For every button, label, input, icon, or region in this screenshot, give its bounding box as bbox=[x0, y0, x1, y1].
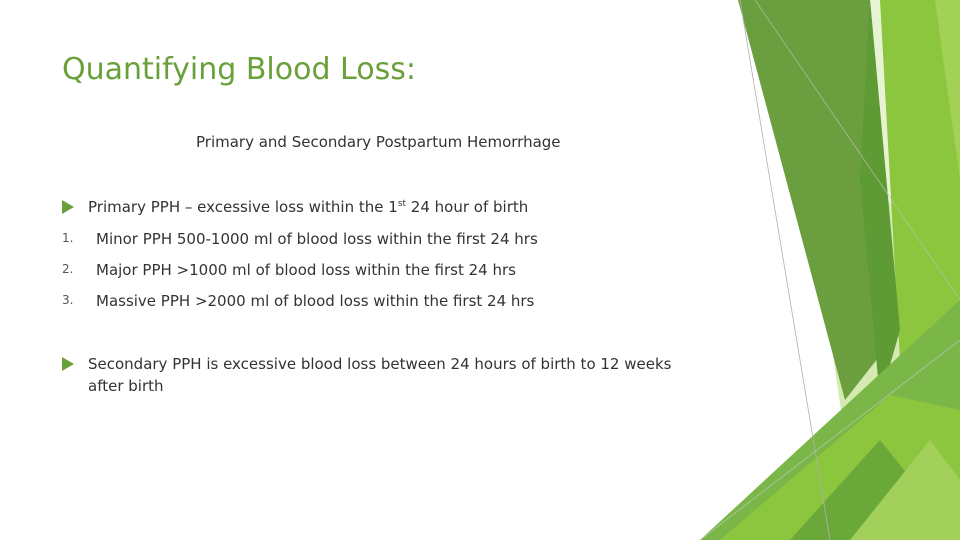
triangle-arrow-right-icon bbox=[62, 357, 74, 371]
bullet-secondary-line-1: Secondary PPH is excessive blood loss between 24 hours of birth to 12 weeks bbox=[88, 355, 672, 373]
numbered-item-number: 2. bbox=[62, 262, 74, 276]
bullet-secondary-text bbox=[88, 353, 671, 397]
bullet-secondary-line-2: after birth bbox=[88, 377, 164, 395]
bullet-primary-text bbox=[88, 196, 528, 218]
bullet-primary-superscript: st bbox=[397, 199, 407, 209]
numbered-item-text: Massive PPH >2000 ml of blood loss within the first 24 hrs bbox=[96, 292, 535, 310]
bullet-secondary-pph bbox=[62, 353, 742, 401]
slide-title: Quantifying Blood Loss: bbox=[62, 52, 416, 87]
numbered-item-text: Major PPH >1000 ml of blood loss within the first 24 hrs bbox=[96, 261, 516, 279]
numbered-item-text: Minor PPH 500-1000 ml of blood loss within the first 24 hrs bbox=[96, 230, 538, 248]
slide-subtitle: Primary and Secondary Postpartum Hemorrhage bbox=[196, 133, 561, 151]
numbered-item-number: 1. bbox=[62, 231, 74, 245]
bullet-primary-pph bbox=[62, 196, 682, 220]
bullet-primary-suffix: 24 hour of birth bbox=[406, 198, 529, 216]
triangle-arrow-right-icon bbox=[62, 200, 74, 214]
numbered-item-number: 3. bbox=[62, 293, 74, 307]
bullet-primary-prefix: Primary PPH – excessive loss within the 1 bbox=[88, 198, 398, 216]
